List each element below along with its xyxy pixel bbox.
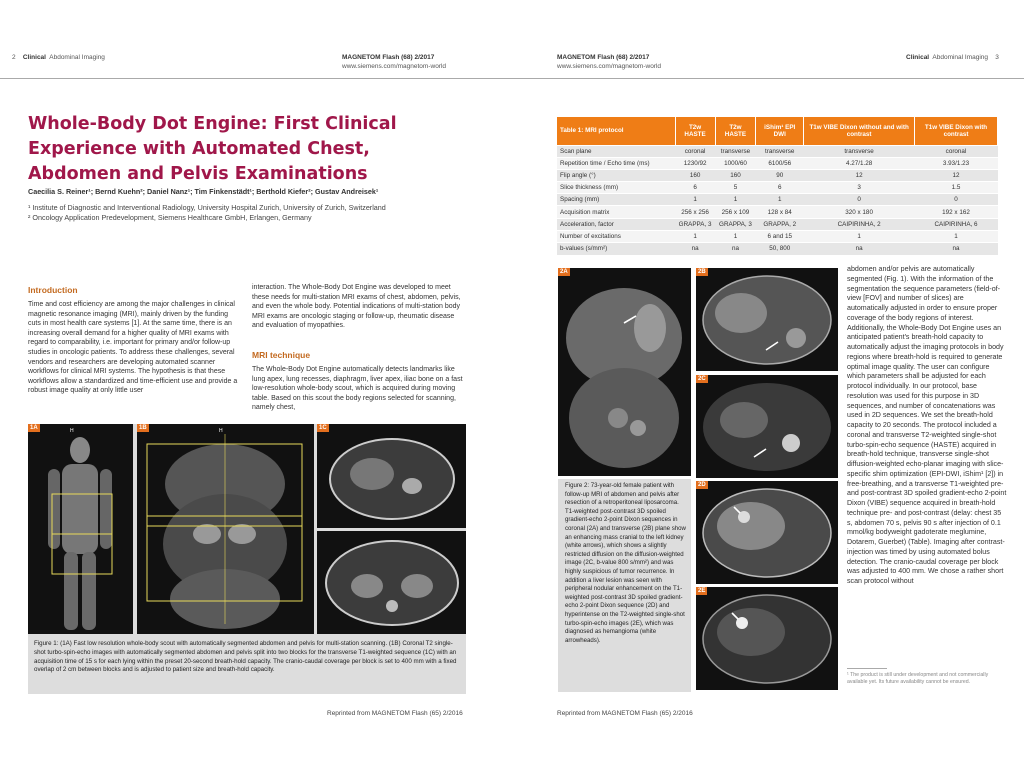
footnote: ¹ The product is still under development and not commercially available yet. Its future availability cannot be ensured. — [847, 672, 989, 685]
table-header-row — [557, 117, 998, 145]
figure-2b-image — [696, 268, 838, 371]
table-cell: 6100/56 — [756, 157, 804, 169]
table-cell: CAIPIRINHA, 2 — [804, 218, 915, 230]
table-cell: transverse — [756, 145, 804, 157]
table-body — [557, 145, 998, 255]
table-row — [557, 145, 998, 157]
table-column-header: T1w VIBE Dixon without and with contrast — [804, 117, 915, 145]
table-row — [557, 218, 998, 230]
figure-2d-image — [696, 481, 838, 584]
table-title: Table 1: MRI protocol — [557, 117, 675, 145]
table-cell: 6 and 15 — [756, 230, 804, 242]
table-cell: 320 x 180 — [804, 206, 915, 218]
table-row — [557, 194, 998, 206]
table-cell: 6 — [675, 182, 715, 194]
table-cell: na — [715, 243, 756, 255]
figure-label: 2A — [560, 269, 568, 275]
table-column-header: iShim¹ EPI DWI — [756, 117, 804, 145]
magazine-label: MAGNETOM Flash (68) 2/2017 — [342, 54, 435, 61]
table-cell: 1 — [804, 230, 915, 242]
table-row-label: Acceleration, factor — [557, 218, 675, 230]
table-cell: na — [915, 243, 998, 255]
liver-t1-graphic — [696, 481, 838, 584]
dwi-mri-graphic — [696, 375, 838, 478]
table-row — [557, 206, 998, 218]
table-cell: transverse — [715, 145, 756, 157]
table-row-label: Spacing (mm) — [557, 194, 675, 206]
table-row — [557, 243, 998, 255]
table-cell: 4.27/1.28 — [804, 157, 915, 169]
table-cell: 3 — [804, 182, 915, 194]
left-header-section — [12, 53, 105, 62]
figure-1c-image-top — [317, 424, 466, 528]
table-cell: 1 — [715, 194, 756, 206]
table-cell: 160 — [675, 169, 715, 181]
topic-label: Abdominal Imaging — [932, 54, 989, 61]
magazine-url: www.siemens.com/magnetom-world — [342, 63, 447, 70]
transverse-t1-upper-graphic — [317, 424, 466, 528]
mri-protocol-table — [557, 117, 998, 255]
table-column-header: T1w VIBE Dixon with contrast — [915, 117, 998, 145]
table-cell: 192 x 162 — [915, 206, 998, 218]
figure-label: 1C — [319, 425, 327, 431]
figure-1a-image — [28, 424, 133, 634]
transverse-t1-lower-graphic — [317, 531, 466, 634]
intro-text: Time and cost efficiency are among the major challenges in clinical magnetic resonance imaging (MRI), mainly driven by the funding cuts in most health care systems [1]. At the same time, there is an increasing overall demand for a higher quality of MRI exams with regard to comparability, i.e. important for primary and/or follow-up studies in oncologic patients. To address these challenges, several vendors and researchers are developing automated scanner workflows for clinical MRI systems. The hypothesis is that these workflows allow a standardized and time-efficient use and provide a robust image quality at only little user — [28, 301, 238, 395]
table-cell: 256 x 256 — [675, 206, 715, 218]
figure-label: 2B — [698, 269, 706, 275]
affiliation-1: ¹ Institute of Diagnostic and Interventional Radiology, University Hospital Zurich, University of Zurich, Switzerland — [28, 203, 386, 212]
section-label: Clinical — [906, 54, 930, 61]
table-cell: 50, 800 — [756, 243, 804, 255]
liver-t2-graphic — [696, 587, 838, 690]
table-cell: 128 x 84 — [756, 206, 804, 218]
table-cell: 6 — [756, 182, 804, 194]
figure-label: 1B — [139, 425, 147, 431]
section-label: Clinical — [22, 54, 46, 61]
page-number: 2 — [12, 54, 16, 61]
author-list: Caecilia S. Reiner¹; Bernd Kuehn²; Daniel Nanz¹; Tim Finkenstädt¹; Berthold Kiefer²; Gustav Andreisek¹ — [28, 187, 379, 196]
transverse-mri-graphic — [696, 268, 838, 371]
figure-1b-image — [137, 424, 314, 634]
page-number: 3 — [995, 54, 999, 61]
table-cell: 3.93/1.23 — [915, 157, 998, 169]
table-cell: GRAPPA, 2 — [756, 218, 804, 230]
table-cell: 1 — [675, 230, 715, 242]
affiliation-2: ² Oncology Application Predevelopment, Siemens Healthcare GmbH, Erlangen, Germany — [28, 213, 312, 222]
right-header-section — [906, 53, 999, 62]
figure-1-caption: Figure 1: (1A) Fast low resolution whole-body scout with automatically segmented abdomen and pelvis for multi-station scanning. (1B) Coronal T2 single-shot turbo-spin-echo images with automatically segmented abdomen and pelvis split into two blocks for the transverse T1-weighted sequence (1C) with an acquisition time of 15 s for each lying within the preset 20-second breath-hold capacity. The cranio-caudal coverage per block is set to 400 mm with a fixed overlap of 2 cm between blocks and is adjusted to patient size and breath-hold capacity. — [34, 640, 457, 674]
table-cell: GRAPPA, 3 — [715, 218, 756, 230]
table-cell: coronal — [675, 145, 715, 157]
table-row-label: Repetition time / Echo time (ms) — [557, 157, 675, 169]
table-cell: 1 — [715, 230, 756, 242]
right-column-text: abdomen and/or pelvis are automatically segmented (Fig. 1). With the information of the segmentation the sequence parameters (field-of-view [FOV] and number of slices) are automatically adjusted in order to ensure proper coverage of the body regions of interest. Additionally, the Whole-Body Dot Engine uses an anticipated patient's breath-hold capacity to automatically adjust the imaging protocols in body regions where breath-hold is required to generate optimal image quality. The user can configure which parameters shall be adjusted for each protocol individually. In our protocol, base resolution was used for this purpose in 3D sequences, and number of concatenations was used in 2D sequences. We set the breath-hold capacity to 20 seconds. The protocol included a coronal and transverse T2-weighted single-shot turbo-spin-echo sequence (HASTE) acquired in breath-hold technique, transverse single-shot diffusion-weighted echo-planar imaging with slice-specific shim optimization (EPI-DWI, iShim¹ [2]) in free-breathing, and a transverse T1-weighted pre- and post-contrast 3D spoiled gradient-echo 2-point Dixon (VIBE) sequence acquired in breath-hold technique pre- and post-contrast (delay: chest 35 s, abdomen 70 s, pelvis 90 s after injection of 0.1 mmol/kg bodyweight gadoterate meglumine, Dotarem, Guerbet) (Table). Imaging after contrast-injection was timed by using automated bolus detection. The cranio-caudal coverage per block was adjusted to 400 mm. We chose a rather short scan protocol without — [847, 265, 1007, 585]
table-row-label: b-values (s/mm²) — [557, 243, 675, 255]
table-cell: 5 — [715, 182, 756, 194]
intro-text-continued: interaction. The Whole-Body Dot Engine was developed to meet these needs for multi-station MRI exams of chest, abdomen, pelvis, and even the whole body. Potential indications of multi-station body MRI exams are oncologic staging or follow-up, rheumatic disease and evaluation of myopathies. — [252, 284, 461, 330]
table-cell: 0 — [804, 194, 915, 206]
table-row-label: Slice thickness (mm) — [557, 182, 675, 194]
footnote-divider — [847, 668, 887, 669]
table-row-label: Acquisition matrix — [557, 206, 675, 218]
figure-1c-image-bottom — [317, 531, 466, 634]
figure-label: 1A — [30, 425, 38, 431]
magazine-label: MAGNETOM Flash (68) 2/2017 — [557, 54, 650, 61]
table-column-header: T2w HASTE — [675, 117, 715, 145]
table-cell: na — [675, 243, 715, 255]
coronal-mri-graphic — [558, 268, 691, 476]
technique-text: The Whole-Body Dot Engine automatically detects landmarks like lung apex, lung recesses, diaphragm, liver apex, iliac bone on a fast low-resolution whole-body scout, which is acquired during moving table. Based on this scout the body regions selected for scanning, namely chest, — [252, 366, 463, 412]
figure-2e-image — [696, 587, 838, 690]
left-header-magazine — [342, 53, 446, 71]
table-row — [557, 182, 998, 194]
figure-2-caption: Figure 2: 73-year-old female patient with follow-up MRI of abdomen and pelvis after resection of a retroperitoneal liposarcoma. T1-weighted post-contrast 3D spoiled gradient-echo 2-point Dixon sequences in coronal (2A) and transverse (2B) plane show an enhancing mass cranial to the left kidney (white arrows), which shows a slightly restricted diffusion on the diffusion-weighted image (2C, b-value 800 s/mm²) and was highly suspicious of tumor recurrence. In addition a liver lesion was seen with peripheral nodular enhancement on the T1-weighted post-contrast 3D spoiled gradient-echo 2-point Dixon sequence (2D) and hyperintense on the T2-weighted single-shot turbo-spin-echo images (2E), which was diagnosed as hemangioma (white arrowheads). — [565, 482, 686, 644]
table-cell: 1 — [756, 194, 804, 206]
table-cell: GRAPPA, 3 — [675, 218, 715, 230]
table-cell: 160 — [715, 169, 756, 181]
table-cell: 12 — [915, 169, 998, 181]
coronal-t2-graphic — [137, 424, 314, 634]
topic-label: Abdominal Imaging — [49, 54, 105, 61]
figure-2c-image — [696, 375, 838, 478]
right-header-magazine — [557, 53, 661, 71]
header-divider — [0, 78, 512, 79]
table-row — [557, 169, 998, 181]
table-cell: 1000/60 — [715, 157, 756, 169]
table-cell: transverse — [804, 145, 915, 157]
table-cell: 1 — [675, 194, 715, 206]
table-cell: 12 — [804, 169, 915, 181]
figure-label: 2E — [698, 588, 706, 594]
table-cell: CAIPIRINHA, 6 — [915, 218, 998, 230]
magazine-url: www.siemens.com/magnetom-world — [557, 63, 662, 70]
table-row-label: Scan plane — [557, 145, 675, 157]
table-cell: coronal — [915, 145, 998, 157]
article-title: Whole-Body Dot Engine: First Clinical Experience with Automated Chest, Abdomen and Pelvis Examinations — [28, 114, 397, 184]
table-row-label: Number of excitations — [557, 230, 675, 242]
table-row — [557, 157, 998, 169]
intro-heading: Introduction — [28, 285, 78, 295]
table-cell: 256 x 109 — [715, 206, 756, 218]
affiliations — [28, 203, 468, 223]
body-scout-graphic — [28, 424, 133, 634]
table-cell: 1230/92 — [675, 157, 715, 169]
figure-label: 2C — [698, 376, 706, 382]
table-row-label: Flip angle (°) — [557, 169, 675, 181]
table-cell: na — [804, 243, 915, 255]
footer-right: Reprinted from MAGNETOM Flash (65) 2/2016 — [557, 710, 693, 717]
figure-2a-image — [558, 268, 691, 476]
footer-left: Reprinted from MAGNETOM Flash (65) 2/2016 — [327, 710, 463, 717]
table-cell: 1 — [915, 230, 998, 242]
table-cell: 1.5 — [915, 182, 998, 194]
header-divider — [512, 78, 1024, 79]
head-marker: H — [219, 428, 223, 434]
table-row — [557, 230, 998, 242]
technique-heading: MRI technique — [252, 350, 311, 360]
table-cell: 90 — [756, 169, 804, 181]
figure-label: 2D — [698, 482, 706, 488]
table-cell: 0 — [915, 194, 998, 206]
head-marker: H — [70, 428, 74, 434]
table-column-header: T2w HASTE — [715, 117, 756, 145]
